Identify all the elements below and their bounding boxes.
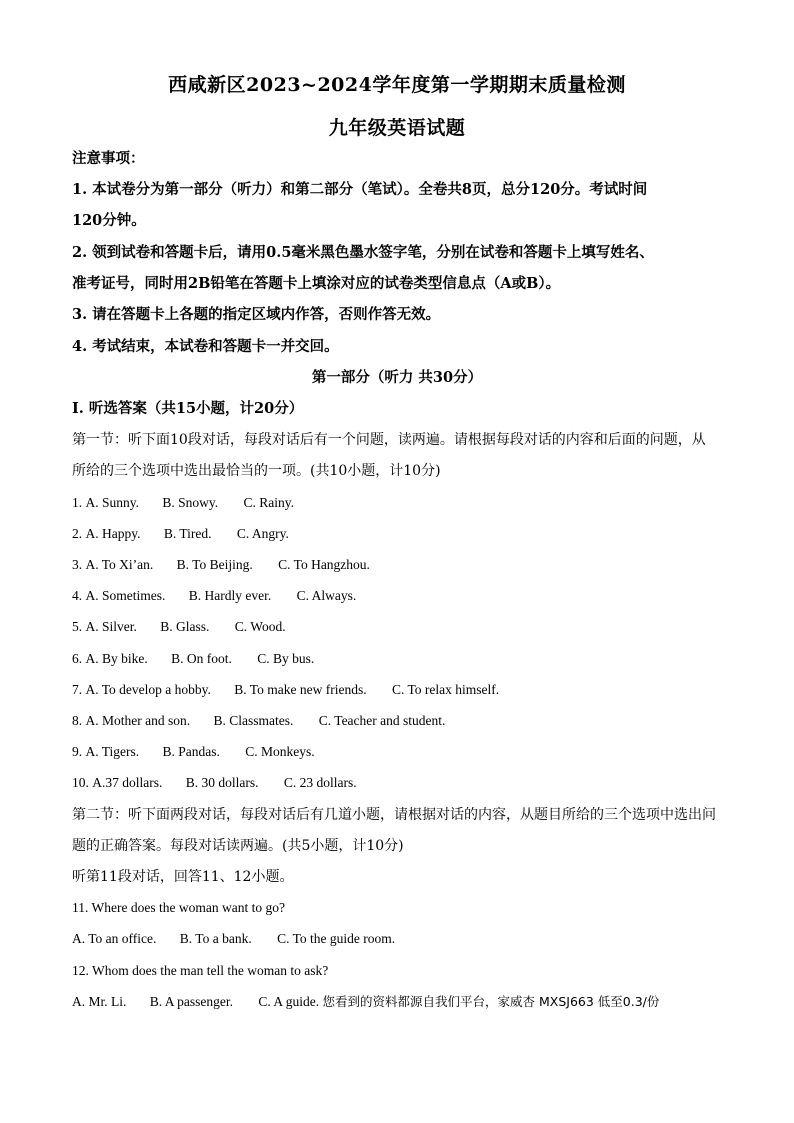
option-c: C. 23 dollars. (283, 775, 357, 790)
question-row (72, 650, 732, 668)
section2-instructions: 第二节：听下面两段对话，每段对话后有几道小题，请根据对话的内容，从题目所给的三个选项中选出问 (72, 807, 716, 823)
option-c: C. A guide. (258, 994, 320, 1009)
question-row (72, 681, 732, 699)
option-a: A. To Xi’an. (85, 557, 154, 572)
option-b: B. Hardly ever. (188, 588, 272, 603)
question-stem: 12. Whom does the man tell the woman to ask? (72, 963, 329, 978)
question-number: 4. (72, 588, 83, 603)
option-c: C. Teacher and student. (318, 713, 446, 728)
question-number: 2. (72, 526, 83, 541)
option-b: B. To Beijing. (176, 557, 253, 572)
option-c: C. By bus. (257, 651, 315, 666)
question-number: 3. (72, 557, 83, 572)
exam-title: 西咸新区2023~2024学年度第一学期期末质量检测 (168, 74, 626, 96)
question-row (72, 556, 732, 574)
question-row (72, 774, 732, 792)
option-c: C. Angry. (236, 526, 289, 541)
question-number: 1. (72, 495, 83, 510)
notice-item: 2. 领到试卷和答题卡后，请用0.5毫米黑色墨水签字笔，分别在试卷和答题卡上填写姓名、 (72, 244, 654, 261)
option-a: A. To an office. (72, 931, 157, 946)
option-b: B. On foot. (171, 651, 232, 666)
question-row (72, 618, 732, 636)
option-c: C. Rainy. (243, 495, 295, 510)
option-a: A. Mother and son. (85, 713, 191, 728)
option-b: B. Glass. (160, 619, 210, 634)
option-a: A.37 dollars. (92, 775, 163, 790)
question-row (72, 494, 732, 512)
dialog-intro: 听第11段对话，回答11、12小题。 (72, 869, 294, 885)
option-c: C. Wood. (234, 619, 286, 634)
section2-instructions: 题的正确答案。每段对话读两遍。(共5小题，计10分) (72, 838, 404, 854)
option-b: B. Tired. (163, 526, 212, 541)
option-a: A. Sunny. (85, 495, 140, 510)
option-a: A. To develop a hobby. (85, 682, 211, 697)
option-c: C. To the guide room. (277, 931, 396, 946)
question-row (72, 993, 732, 1011)
part-title: 第一部分（听力 共30分） (311, 369, 483, 386)
option-c: C. To Hangzhou. (278, 557, 370, 572)
option-a: A. Silver. (85, 619, 137, 634)
section1-instructions: 第一节：听下面10段对话，每段对话后有一个问题，读两遍。请根据每段对话的内容和后面的问题，从 (72, 432, 706, 448)
question-number: 9. (72, 744, 83, 759)
question-number: 6. (72, 651, 83, 666)
question-number: 10. (72, 775, 89, 790)
option-b: B. Snowy. (162, 495, 219, 510)
exam-subtitle: 九年级英语试题 (328, 117, 466, 139)
option-b: B. Classmates. (213, 713, 294, 728)
option-c: C. Always. (296, 588, 357, 603)
notice-item: 1. 本试卷分为第一部分（听力）和第二部分（笔试）。全卷共8页，总分120分。考试时间 (72, 181, 648, 198)
option-c: C. To relax himself. (391, 682, 500, 697)
question-number: 5. (72, 619, 83, 634)
notice-item: 4. 考试结束，本试卷和答题卡一并交回。 (72, 338, 339, 355)
option-a: A. By bike. (85, 651, 148, 666)
watermark-text: 您看到的资料都源自我们平台，家威杏 MXSJ663 低至0.3/份 (322, 994, 660, 1009)
option-a: A. Happy. (85, 526, 141, 541)
option-b: B. To make new friends. (234, 682, 367, 697)
question-row (72, 525, 732, 543)
notice-heading: 注意事项： (72, 150, 145, 167)
option-b: B. 30 dollars. (185, 775, 259, 790)
question-stem: 11. Where does the woman want to go? (72, 900, 285, 915)
question-row (72, 930, 732, 948)
option-b: B. A passenger. (149, 994, 234, 1009)
section1-instructions: 所给的三个选项中选出最恰当的一项。(共10小题，计10分) (72, 463, 441, 479)
option-a: A. Mr. Li. (72, 994, 127, 1009)
question-row (72, 587, 732, 605)
section-title: Ⅰ. 听选答案（共15小题，计20分） (72, 400, 304, 417)
notice-item: 准考证号，同时用2B铅笔在答题卡上填涂对应的试卷类型信息点（A或B）。 (72, 275, 561, 292)
option-a: A. Sometimes. (85, 588, 166, 603)
question-row (72, 712, 732, 730)
notice-item: 120分钟。 (72, 212, 146, 229)
option-b: B. To a bank. (179, 931, 252, 946)
option-b: B. Pandas. (162, 744, 220, 759)
question-row (72, 743, 732, 761)
option-a: A. Tigers. (85, 744, 140, 759)
question-number: 7. (72, 682, 83, 697)
question-number: 8. (72, 713, 83, 728)
option-c: C. Monkeys. (245, 744, 315, 759)
notice-item: 3. 请在答题卡上各题的指定区域内作答，否则作答无效。 (72, 306, 441, 323)
